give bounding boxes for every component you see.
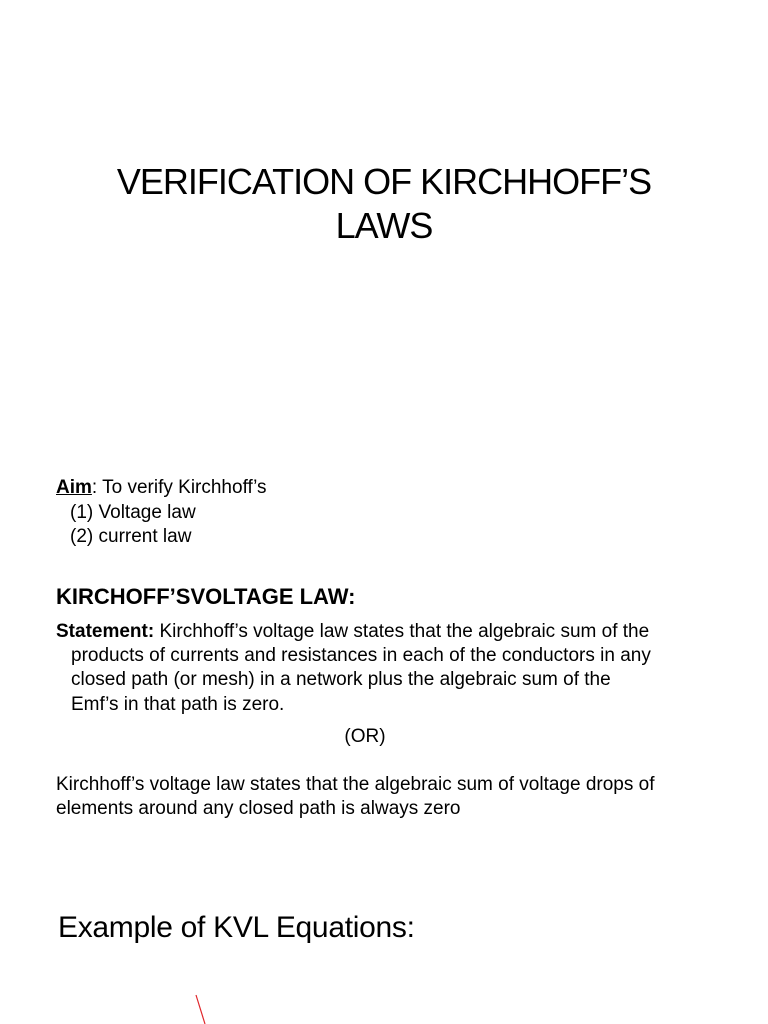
page-title	[0, 160, 768, 248]
alt-statement-line-1: Kirchhoff’s voltage law states that the algebraic sum of voltage drops of	[56, 774, 655, 795]
kvl-alt-statement	[56, 773, 746, 821]
statement-line-2: products of currents and resistances in each of the conductors in any	[71, 645, 651, 667]
aim-colon: :	[91, 477, 98, 498]
aim-section	[56, 476, 267, 550]
statement-text-1: Kirchhoff’s voltage law states that the algebraic sum of the	[154, 621, 650, 642]
aim-label: Aim	[56, 477, 92, 498]
circuit-wire-segment	[196, 995, 205, 1024]
aim-item-current-law: (2) current law	[70, 526, 192, 547]
kvl-section-heading: KIRCHOFF’SVOLTAGE LAW:	[56, 584, 356, 609]
statement-line-4: Emf’s in that path is zero.	[71, 693, 285, 715]
statement-label: Statement:	[56, 621, 155, 642]
page-title-line-2: LAWS	[335, 205, 433, 246]
aim-line	[56, 476, 267, 501]
page-title-line-1: VERIFICATION OF KIRCHHOFF’S	[116, 161, 652, 202]
statement-line-1	[56, 620, 726, 644]
example-heading: Example of KVL Equations:	[58, 911, 415, 944]
statement-line-3: closed path (or mesh) in a network plus the algebraic sum of the	[71, 669, 611, 691]
kvl-circuit-diagram-fragment	[180, 985, 220, 1024]
kvl-statement	[56, 620, 726, 717]
or-separator: (OR)	[344, 726, 386, 747]
aim-text: To verify Kirchhoff’s	[97, 477, 267, 498]
alt-statement-line-2: elements around any closed path is always zero	[56, 798, 461, 820]
aim-item-voltage-law: (1) Voltage law	[70, 501, 196, 523]
